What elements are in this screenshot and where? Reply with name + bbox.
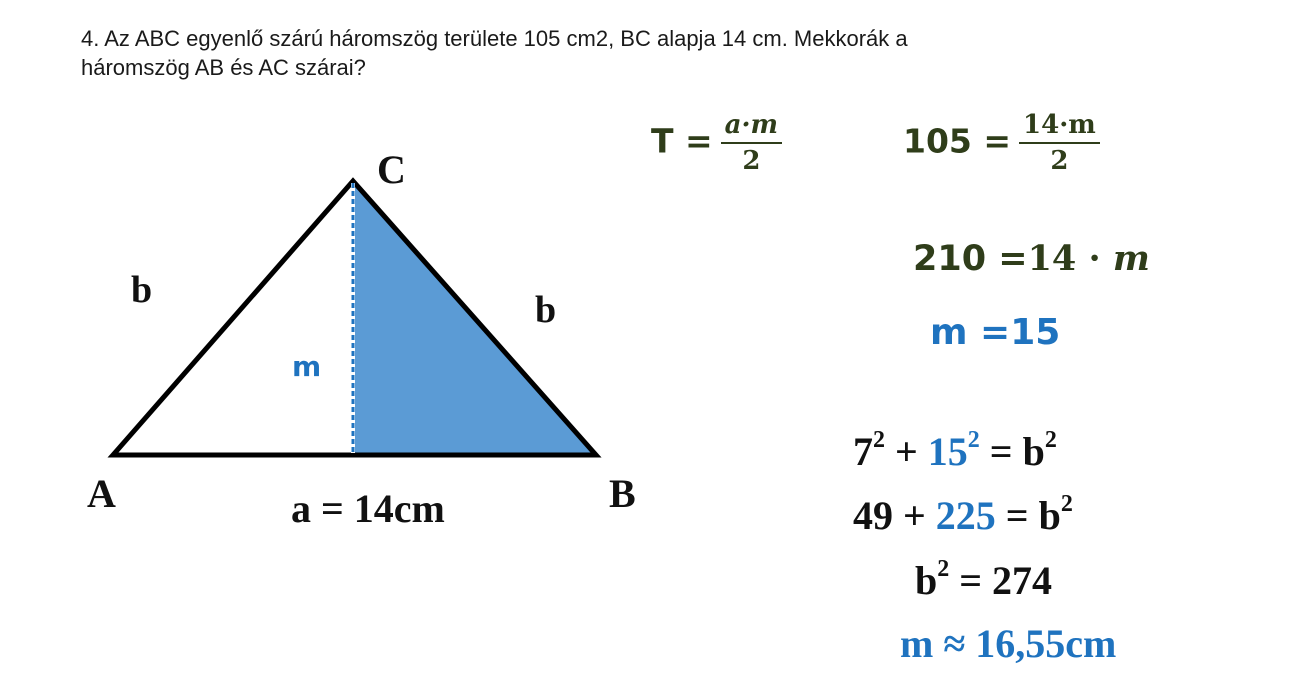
substituted-formula (903, 110, 1100, 176)
pythagoras-row-1 (853, 428, 1057, 475)
substituted-lhs: 105 = (903, 121, 1012, 161)
pyth1-plus: + (885, 429, 928, 474)
final-result: m ≈ 16,55cm (900, 621, 1117, 666)
substituted-fraction (1019, 110, 1100, 176)
pyth2-eq-exp: 2 (1060, 491, 1073, 517)
problem-line-1: 4. Az ABC egyenlő szárú háromszög területe 105 cm2, BC alapja 14 cm. Mekkorák a (81, 26, 908, 51)
area-formula (651, 110, 782, 176)
pyth1-a-exp: 2 (873, 427, 885, 453)
pyth2-b: 225 (935, 493, 996, 538)
side-b-left-label: b (131, 269, 153, 311)
pythagoras-row-2 (853, 492, 1073, 539)
multiplied-lhs: 210 = (913, 239, 1028, 279)
area-denominator: 2 (742, 146, 761, 176)
pyth1-a: 7 (853, 429, 873, 474)
problem-line-2: háromszög AB és AC szárai? (81, 55, 366, 80)
vertex-b-label: B (609, 471, 636, 516)
height-m-label: m (292, 350, 322, 383)
pyth2-a: 49 (853, 493, 893, 538)
multiplied-rhs: 14 · (1027, 238, 1113, 279)
area-numerator: a·m (721, 110, 782, 144)
pyth1-b (928, 429, 980, 474)
height-result: m =15 (930, 312, 1061, 353)
pyth3-lhs-exp: 2 (937, 556, 950, 582)
multiplied-var: m (1112, 238, 1150, 279)
pyth1-b-value: 15 (927, 429, 968, 474)
area-formula-lhs: T = (651, 121, 713, 161)
pyth2-plus: + (893, 493, 936, 538)
substituted-denominator: 2 (1050, 146, 1069, 176)
pythagoras-row-3 (915, 557, 1052, 604)
side-b-right-label: b (535, 289, 557, 331)
substituted-numerator-text: 14·m (1023, 110, 1096, 140)
substituted-numerator (1019, 110, 1100, 144)
pyth1-eq-exp: 2 (1044, 427, 1057, 453)
pyth3-rhs: = 274 (949, 558, 1053, 603)
base-length-label: a = 14cm (291, 486, 445, 531)
area-fraction (721, 110, 782, 176)
multiplied-equation (913, 238, 1150, 279)
pyth2-eq: = b (995, 493, 1061, 538)
pyth1-b-exp: 2 (967, 427, 980, 453)
pyth1-eq: = b (979, 429, 1045, 474)
vertex-a-label: A (87, 471, 116, 516)
vertex-c-label: C (377, 147, 406, 192)
pyth3-lhs: b (915, 558, 938, 603)
